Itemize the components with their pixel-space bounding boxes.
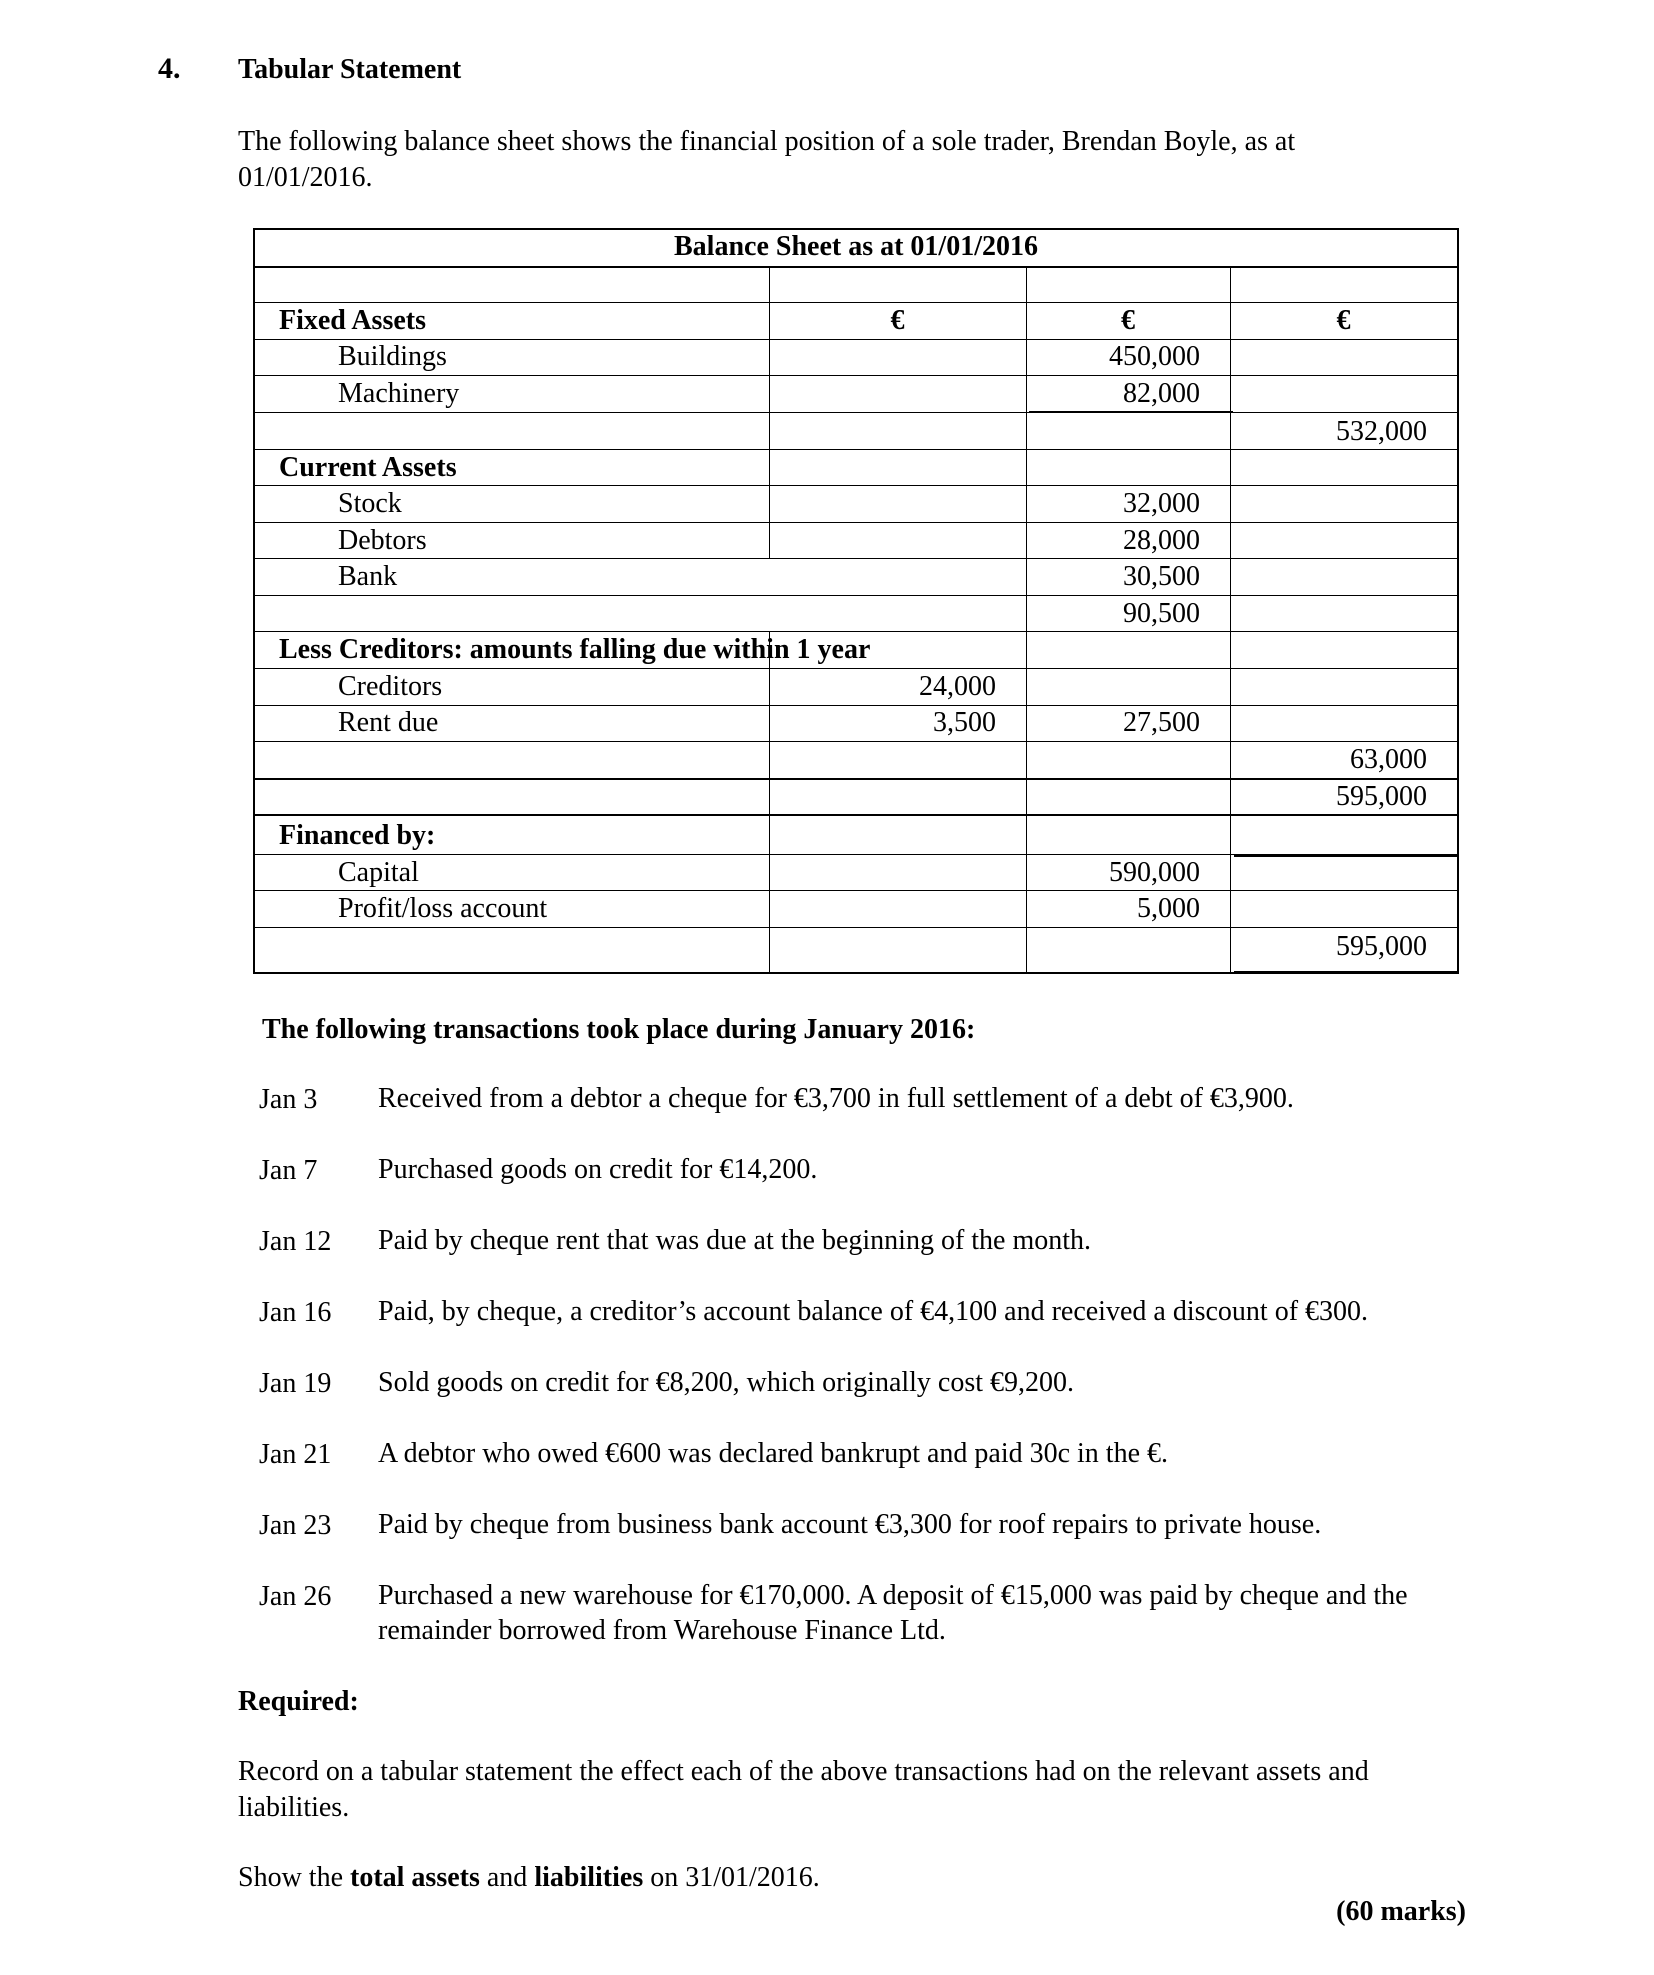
question-title: Tabular Statement xyxy=(238,54,462,85)
balance-sheet-table xyxy=(253,228,1459,974)
transaction-text: A debtor who owed €600 was declared bankrupt and paid 30c in the €. xyxy=(378,1438,1169,1469)
currency-header: € xyxy=(1121,305,1135,336)
column-divider xyxy=(1026,266,1027,973)
transaction-date: Jan 21 xyxy=(259,1439,332,1470)
current-assets-heading: Current Assets xyxy=(279,452,457,483)
column-divider xyxy=(769,631,770,973)
fixed-asset-value: 450,000 xyxy=(1109,341,1200,372)
transactions-heading: The following transactions took place during January 2016: xyxy=(262,1014,976,1045)
transaction-date: Jan 19 xyxy=(259,1368,332,1399)
transaction-date: Jan 12 xyxy=(259,1226,332,1257)
total-underline xyxy=(1234,855,1457,857)
marks-label: (60 marks) xyxy=(1336,1896,1466,1927)
current-asset-value: 32,000 xyxy=(1123,488,1200,519)
show-prefix: Show the xyxy=(238,1862,350,1893)
transaction-date: Jan 3 xyxy=(259,1084,318,1115)
row-divider xyxy=(255,375,1457,376)
financed-by-label: Profit/loss account xyxy=(338,893,548,924)
subtotal-underline xyxy=(1029,411,1233,413)
working-capital: 63,000 xyxy=(1350,744,1427,775)
fixed-assets-heading: Fixed Assets xyxy=(279,305,426,336)
net-assets-total: 595,000 xyxy=(1336,781,1427,812)
row-divider xyxy=(255,890,1457,891)
row-divider xyxy=(255,814,1457,816)
row-divider xyxy=(255,339,1457,340)
transaction-text: Purchased goods on credit for €14,200. xyxy=(378,1154,818,1185)
row-divider xyxy=(255,449,1457,450)
column-divider xyxy=(1230,266,1231,973)
show-and: and xyxy=(479,1862,535,1893)
transaction-text: Sold goods on credit for €8,200, which originally cost €9,200. xyxy=(378,1367,1075,1398)
transaction-date: Jan 16 xyxy=(259,1297,332,1328)
currency-header: € xyxy=(890,305,905,336)
row-divider xyxy=(255,741,1457,742)
current-asset-label: Debtors xyxy=(338,525,427,556)
total-underline xyxy=(1234,971,1457,973)
transaction-date: Jan 23 xyxy=(259,1510,332,1541)
fixed-assets-total: 532,000 xyxy=(1336,416,1427,447)
row-divider xyxy=(255,302,1457,303)
transaction-text: Purchased a new warehouse for €170,000. A deposit of €15,000 was paid by cheque and the remainder borrowed from Warehouse Finance Ltd. xyxy=(378,1580,1408,1646)
transaction-date: Jan 26 xyxy=(259,1581,332,1612)
show-instruction xyxy=(238,1862,820,1894)
question-intro: The following balance sheet shows the financial position of a sole trader, Brendan Boyle, as at 01/01/2016. xyxy=(238,126,1296,193)
creditors-heading: Less Creditors: amounts falling due within 1 year xyxy=(279,634,871,665)
row-divider xyxy=(255,927,1457,928)
question-number: 4. xyxy=(158,52,181,85)
transaction-text: Paid, by cheque, a creditor’s account balance of €4,100 and received a discount of €300. xyxy=(378,1296,1369,1327)
row-divider xyxy=(255,485,1457,486)
transaction-text: Paid by cheque from business bank account €3,300 for roof repairs to private house. xyxy=(378,1509,1322,1540)
transaction-text: Received from a debtor a cheque for €3,700 in full settlement of a debt of €3,900. xyxy=(378,1083,1294,1114)
row-divider xyxy=(255,595,1457,596)
fixed-asset-label: Buildings xyxy=(338,341,447,372)
required-text: Record on a tabular statement the effect each of the above transactions had on the relevant assets and liabilities. xyxy=(238,1756,1369,1823)
row-divider xyxy=(255,266,1457,268)
current-assets-total: 90,500 xyxy=(1123,598,1200,629)
row-divider xyxy=(255,668,1457,669)
transaction-date: Jan 7 xyxy=(259,1155,318,1186)
creditors-total: 27,500 xyxy=(1123,707,1200,738)
transaction-text: Paid by cheque rent that was due at the beginning of the month. xyxy=(378,1225,1092,1256)
financed-by-value: 5,000 xyxy=(1137,893,1200,924)
row-divider xyxy=(255,522,1457,523)
show-liabilities: liabilities xyxy=(534,1862,644,1893)
current-asset-value: 30,500 xyxy=(1123,561,1200,592)
creditor-label: Creditors xyxy=(338,671,443,702)
financed-by-value: 590,000 xyxy=(1109,857,1200,888)
financed-by-total: 595,000 xyxy=(1336,931,1427,962)
fixed-asset-value: 82,000 xyxy=(1123,378,1200,409)
financed-by-label: Capital xyxy=(338,857,419,888)
current-asset-value: 28,000 xyxy=(1123,525,1200,556)
row-divider xyxy=(255,412,1457,413)
show-suffix: on 31/01/2016. xyxy=(643,1862,820,1893)
row-divider xyxy=(255,778,1457,780)
creditor-value: 24,000 xyxy=(919,671,996,702)
current-asset-label: Stock xyxy=(338,488,402,519)
fixed-asset-label: Machinery xyxy=(338,378,460,409)
current-asset-label: Bank xyxy=(338,561,398,592)
required-heading: Required: xyxy=(238,1686,359,1717)
row-divider xyxy=(255,705,1457,706)
show-total-assets: total assets xyxy=(350,1862,480,1893)
row-divider xyxy=(255,558,1457,559)
currency-header: € xyxy=(1336,305,1351,336)
financed-by-heading: Financed by: xyxy=(279,820,436,851)
row-divider xyxy=(255,631,1457,632)
creditor-value: 3,500 xyxy=(933,707,996,738)
balance-sheet-title: Balance Sheet as at 01/01/2016 xyxy=(674,231,1038,262)
creditor-label: Rent due xyxy=(338,707,439,738)
